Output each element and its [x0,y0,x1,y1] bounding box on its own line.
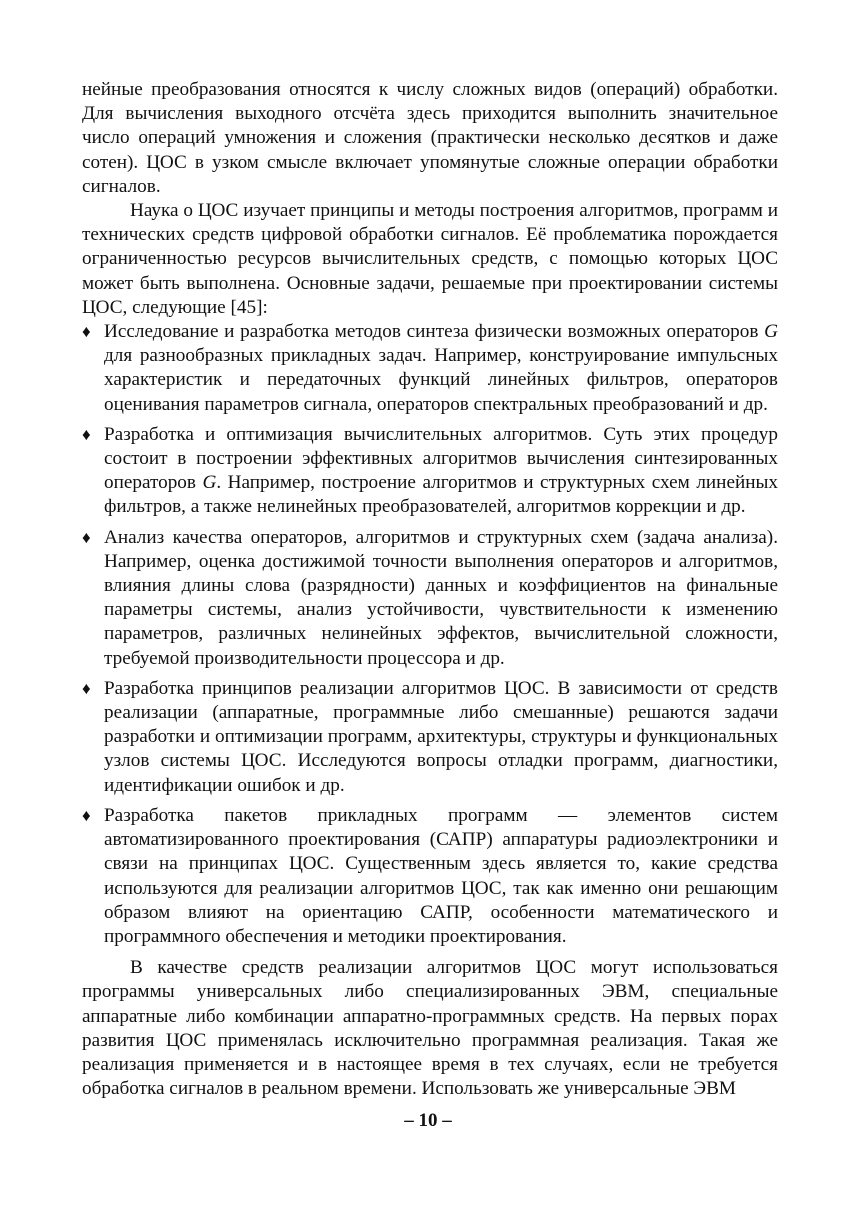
task-item-optimization [82,423,778,520]
page-body [82,78,778,1101]
operator-variable: G [202,472,217,494]
diamond-bullet-icon: ♦ [82,527,91,547]
task-text-part: для разнообразных прикладных задач. Например, конструирование импульсных характеристик и передаточных функций линейных фильтров, операторов оценивания параметров сигнала, операторов спектральных преобразований и др. [104,345,778,415]
diamond-bullet-icon: ♦ [82,424,91,444]
task-item-implementation [82,677,778,798]
task-list [82,320,778,949]
operator-variable: G [764,321,778,343]
diamond-bullet-icon: ♦ [82,805,91,825]
task-text: Анализ качества операторов, алгоритмов и структурных схем (задача анализа). Например, оценка достижимой точности выполнения операторов и алгоритмов, влияния длины слова (разрядности) данных и коэффициентов на финальные параметры системы, анализ устойчивости, чувствительности к изменению параметров, различных нелинейных эффектов, вычислительной сложности, требуемой производительности процессора и др. [104,526,778,669]
task-text-part: Исследование и разработка методов синтеза физически возможных операторов [104,321,765,343]
task-text-part: Разработка и оптимизация вычислительных алгоритмов. Суть этих процедур состоит в построении эффективных алгоритмов вычисления синтезированных операторов [104,423,778,494]
diamond-bullet-icon: ♦ [82,322,91,342]
task-item-analysis [82,526,778,671]
paragraph-intro: нейные преобразования относятся к числу сложных видов (операций) обработки. Для вычисления выходного отсчёта здесь приходится выполнить значительное число операций умножения и сложения (практически несколько десятков и даже сотен). ЦОС в узком смысле включает упомянутые сложные операции обработки сигналов. [82,79,778,197]
task-text: Разработка пакетов прикладных программ — элементов систем автоматизированного проектирования (САПР) аппаратуры радиоэлектроники и связи на принципах ЦОС. Существенным здесь является то, какие средства используются для реализации алгоритмов ЦОС, так как именно они решающим образом влияют на ориентацию САПР, особенности математического и программного обеспечения и методики проектирования. [104,804,778,947]
diamond-bullet-icon: ♦ [82,678,91,698]
paragraph-science: Наука о ЦОС изучает принципы и методы построения алгоритмов, программ и технических средств цифровой обработки сигналов. Её проблематика порождается ограниченностью ресурсов вычислительных средств, с помощью которых ЦОС может быть выполнена. Основные задачи, решаемые при проектировании системы ЦОС, следующие [45]: [82,200,778,318]
task-text-part: . Например, построение алгоритмов и структурных схем линейных фильтров, а также нелинейных преобразователей, алгоритмов коррекции и др. [104,472,778,518]
task-item-software-packages [82,804,778,949]
paragraph-implementation: В качестве средств реализации алгоритмов ЦОС могут использоваться программы универсальных либо специализированных ЭВМ, специальные аппаратные либо комбинации аппаратно-программных средств. На первых порах развития ЦОС применялась исключительно программная реализация. Такая же реализация применяется и в настоящее время в тех случаях, если не требуется обработка сигналов в реальном времени. Использовать же универсальные ЭВМ [82,957,778,1100]
task-item-synthesis [82,320,778,417]
task-text: Разработка принципов реализации алгоритмов ЦОС. В зависимости от средств реализации (аппаратные, программные либо смешанные) решаются задачи разработки и оптимизации программ, архитектуры, структуры и функциональных узлов системы ЦОС. Исследуются вопросы отладки программ, диагностики, идентификации ошибок и др. [104,677,778,796]
page-number: – 10 – [404,1110,452,1131]
